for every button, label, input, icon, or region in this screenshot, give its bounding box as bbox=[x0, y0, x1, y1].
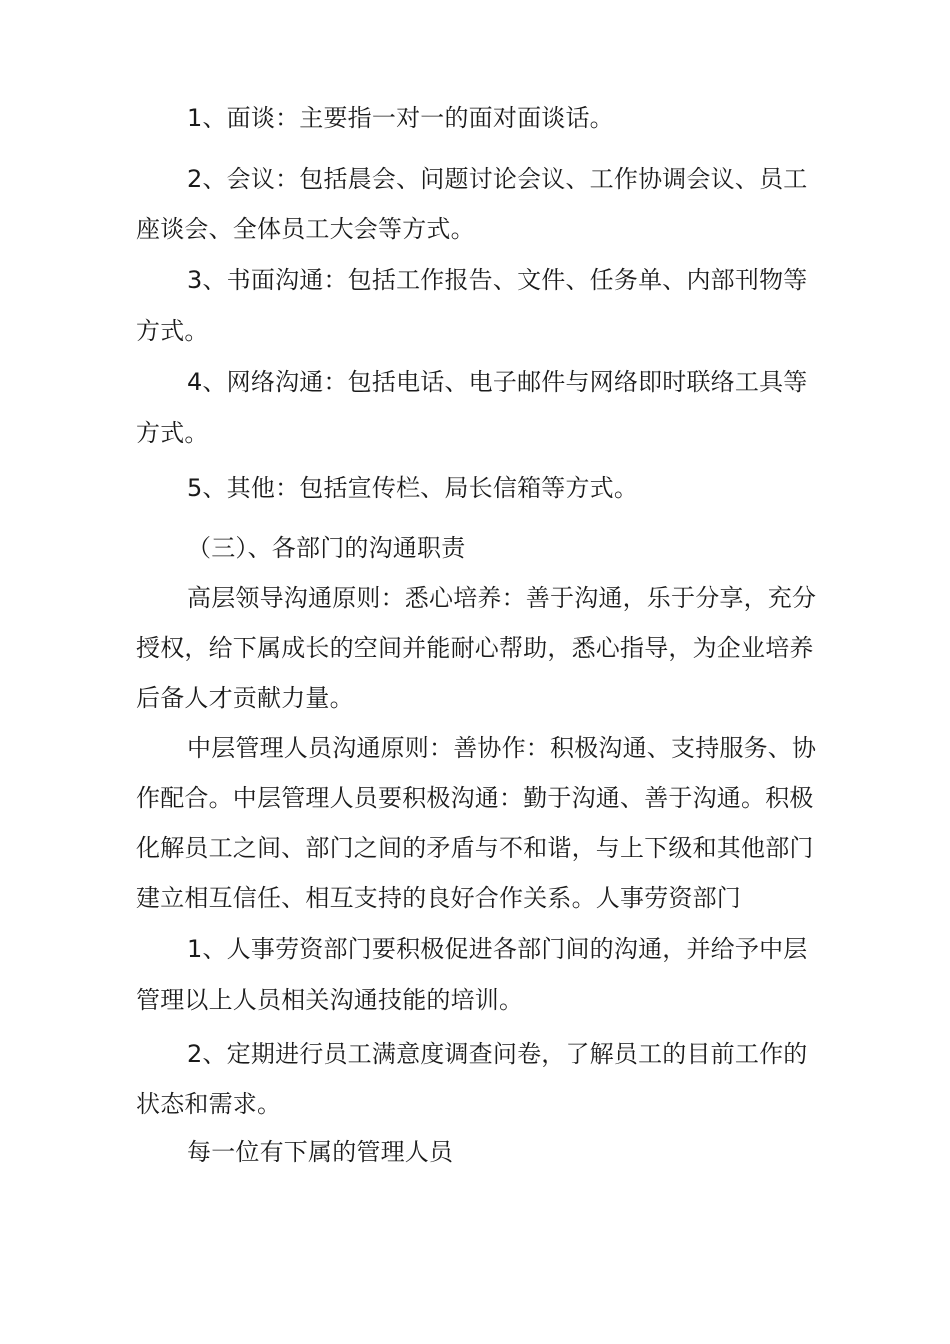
hr-item-1-line-2: 管理以上人员相关沟通技能的培训。 bbox=[136, 986, 524, 1014]
senior-principle-line-1: 高层领导沟通原则：悉心培养：善于沟通，乐于分享，充分 bbox=[187, 584, 817, 612]
senior-principle-line-2: 授权，给下属成长的空间并能耐心帮助，悉心指导，为企业培养 bbox=[136, 634, 814, 662]
section-heading: （三）、各部门的沟通职责 bbox=[187, 534, 466, 562]
manager-heading: 每一位有下属的管理人员 bbox=[187, 1138, 454, 1166]
item-written-line-1: 3、书面沟通：包括工作报告、文件、任务单、内部刊物等 bbox=[187, 266, 808, 294]
hr-item-1-line-1: 1、人事劳资部门要积极促进各部门间的沟通，并给予中层 bbox=[187, 935, 808, 963]
item-written-line-2: 方式。 bbox=[136, 317, 209, 345]
item-meeting-line-1: 2、会议：包括晨会、问题讨论会议、工作协调会议、员工 bbox=[187, 165, 808, 193]
middle-principle-line-4: 建立相互信任、相互支持的良好合作关系。人事劳资部门 bbox=[136, 884, 741, 912]
item-other: 5、其他：包括宣传栏、局长信箱等方式。 bbox=[187, 474, 639, 502]
item-interview: 1、面谈：主要指一对一的面对面谈话。 bbox=[187, 104, 614, 132]
hr-item-2-line-1: 2、定期进行员工满意度调查问卷，了解员工的目前工作的 bbox=[187, 1040, 808, 1068]
middle-principle-line-3: 化解员工之间、部门之间的矛盾与不和谐，与上下级和其他部门 bbox=[136, 834, 814, 862]
middle-principle-line-2: 作配合。中层管理人员要积极沟通：勤于沟通、善于沟通。积极 bbox=[136, 784, 814, 812]
item-network-line-2: 方式。 bbox=[136, 419, 209, 447]
item-meeting-line-2: 座谈会、全体员工大会等方式。 bbox=[136, 215, 475, 243]
item-network-line-1: 4、网络沟通：包括电话、电子邮件与网络即时联络工具等 bbox=[187, 368, 808, 396]
senior-principle-line-3: 后备人才贡献力量。 bbox=[136, 684, 354, 712]
middle-principle-line-1: 中层管理人员沟通原则：善协作：积极沟通、支持服务、协 bbox=[187, 734, 817, 762]
hr-item-2-line-2: 状态和需求。 bbox=[136, 1090, 282, 1118]
